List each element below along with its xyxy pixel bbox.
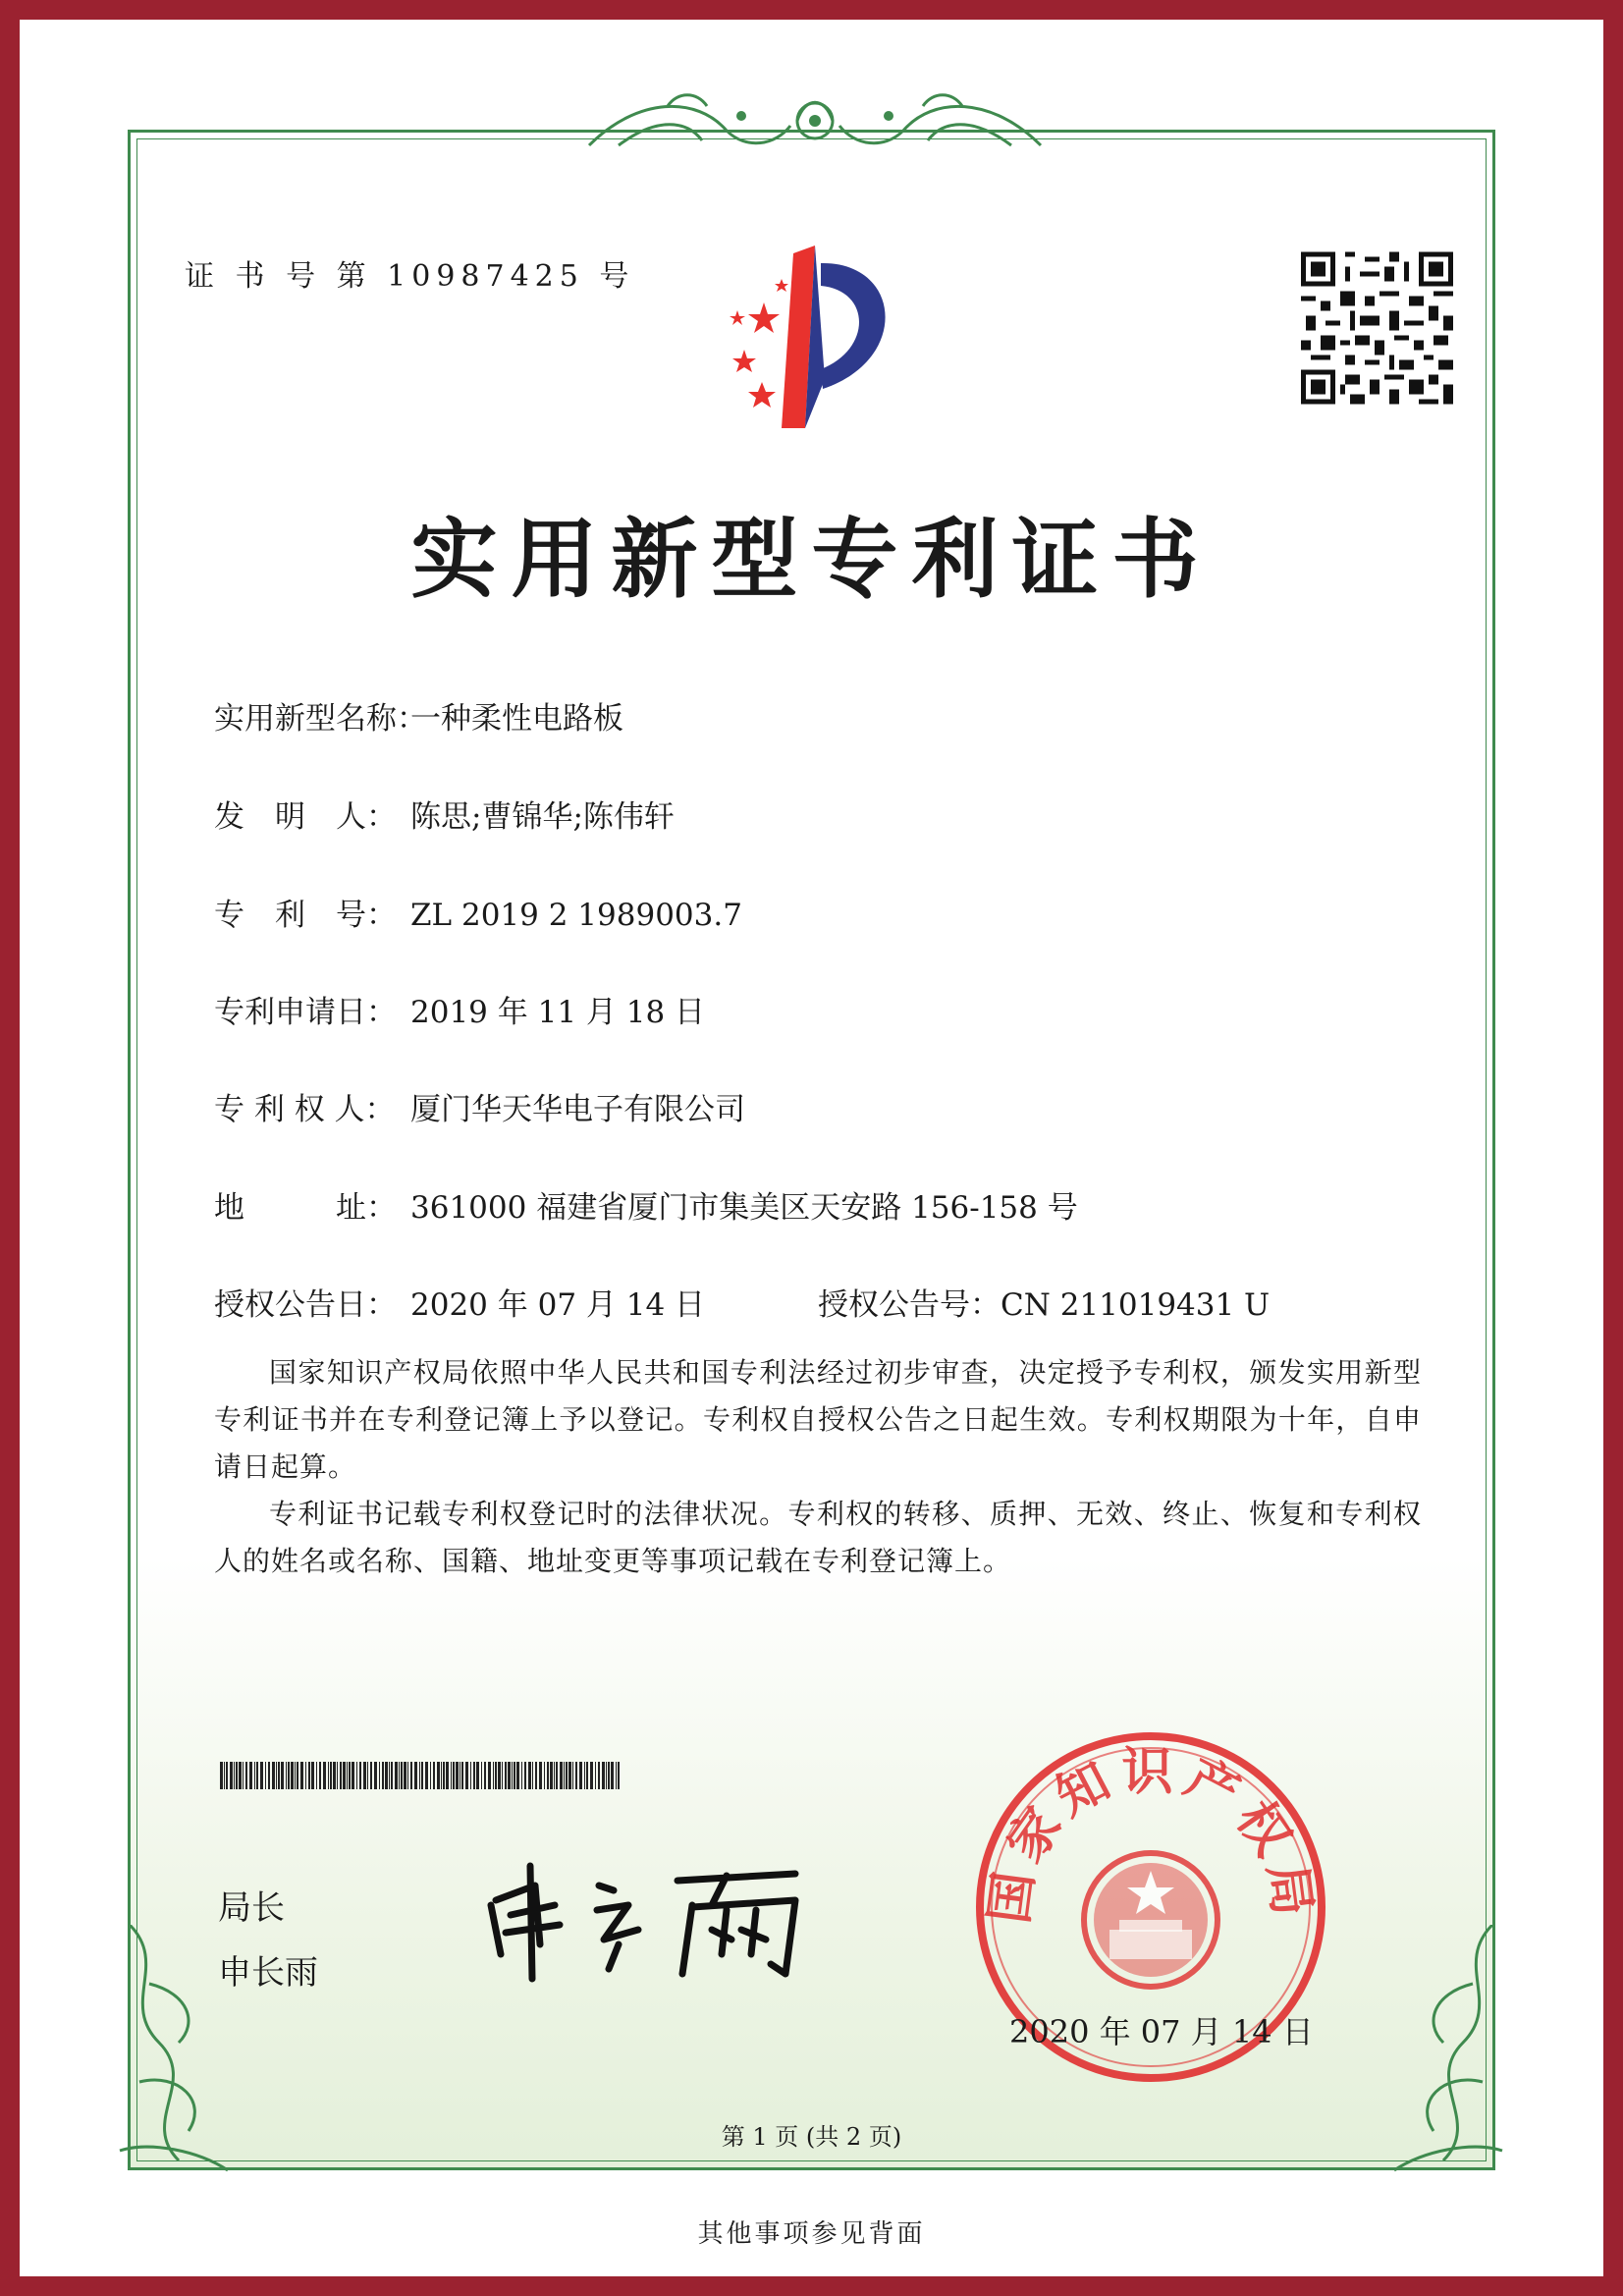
field-value: CN 211019431 U [1001,1287,1271,1323]
certificate-paragraph-2: 专利证书记载专利权登记时的法律状况。专利权的转移、质押、无效、终止、恢复和专利权人的姓名或名称、国籍、地址变更等事项记载在专利登记簿上。 [214,1498,1422,1577]
field-label: 专利申请日： [214,995,397,1030]
cnipa-logo-icon [705,242,950,428]
certificate-title: 实用新型专利证书 [410,509,1213,610]
field-label: 授权公告号： [818,1287,1001,1323]
field-patentee [214,1084,745,1128]
director-signature-icon [481,1846,835,1984]
field-label: 实用新型名称： [214,701,427,737]
field-value: 2020 年 07 月 14 日 [410,1287,706,1323]
certificate-paragraph-1: 国家知识产权局依照中华人民共和国专利法经过初步审查，决定授予专利权，颁发实用新型专利证书并在专利登记簿上予以登记。专利权自授权公告之日起生效。专利权期限为十年，自申请日起算。 [214,1356,1422,1483]
field-value: 361000 福建省厦门市集美区天安路 156-158 号 [410,1190,1078,1226]
barcode-icon [220,1762,622,1789]
field-value: 陈思;曹锦华;陈伟轩 [410,799,675,835]
director-name: 申长雨 [218,1953,318,1993]
field-address [214,1182,1078,1227]
field-label: 地 址： [214,1190,397,1226]
page-number: 第 1 页 (共 2 页) [721,2123,902,2151]
field-label: 专 利 权 人： [214,1092,396,1127]
footer-note: 其他事项参见背面 [697,2219,926,2249]
field-grant-announcement-date [214,1280,705,1324]
field-patent-number [214,890,742,934]
field-value: 厦门华天华电子有限公司 [410,1092,745,1127]
field-value: 一种柔性电路板 [410,701,623,737]
field-inventors [214,792,675,836]
field-label: 发 明 人： [214,799,397,835]
seal-text: 国家知识产权局 [980,1742,1323,1928]
field-utility-model-name [214,693,623,738]
field-grant-announcement-number [818,1280,1270,1324]
director-title: 局长 [218,1888,285,1928]
field-application-date [214,987,705,1031]
qr-code-icon [1301,250,1453,406]
top-floral-ornament [579,86,1051,165]
seal-date: 2020 年 07 月 14 日 [1009,2013,1314,2050]
field-label: 授权公告日： [214,1287,397,1323]
field-value: 2019 年 11 月 18 日 [410,995,706,1030]
field-value: ZL 2019 2 1989003.7 [410,898,742,933]
certificate-number: 证 书 号 第 10987425 号 [185,259,635,294]
field-label: 专 利 号： [214,898,397,933]
